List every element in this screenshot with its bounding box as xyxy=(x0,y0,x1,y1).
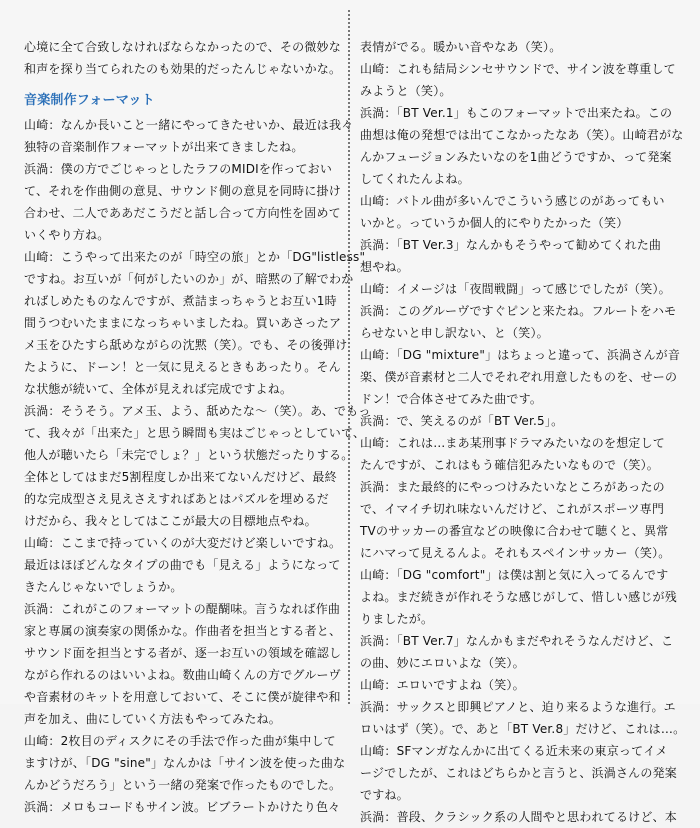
text-line: 全体としてはまだ5割程度しか出来てないんだけど、最終 xyxy=(24,470,337,484)
text-line: 独特の音楽制作フォーマットが出来てきましたね。 xyxy=(24,140,304,154)
text-line: してくれたんよね。 xyxy=(360,172,470,186)
text-line: 楽、僕が音素材と二人でそれぞれ用意したものを、せーの xyxy=(360,370,678,384)
text-line: 最近はほぼどんなタイプの曲でも「見える」ようになって xyxy=(24,558,341,572)
text-line: 家と専属の演奏家の関係かな。作曲者を担当とする者と、 xyxy=(24,624,342,638)
section-heading: 音楽制作フォーマット xyxy=(24,93,155,108)
text-line: らせないと申し訳ない、と（笑）。 xyxy=(360,326,549,340)
text-line: 山崎：なんか長いこと一緒にやってきたせいか、最近は我々 xyxy=(24,118,354,132)
text-line: 間うつむいたままになっちゃいましたね。買いあさったア xyxy=(24,316,342,330)
text-line: ロいはず（笑）。で、あと「BT Ver.8」だけど、これは…。 xyxy=(360,722,686,736)
text-line: 合わせ、二人でああだこうだと話し合って方向性を固めて xyxy=(24,206,341,220)
text-line: 表情がでる。暖かい音やなあ（笑）。 xyxy=(360,40,562,54)
text-line: の曲、妙にエロいよな（笑）。 xyxy=(360,656,525,670)
text-line: たんですが、これはもう確信犯みたいなもので（笑）。 xyxy=(360,458,660,472)
left-column xyxy=(24,36,371,818)
text-line: 浜渦：これがこのフォーマットの醍醐味。言うなれば作曲 xyxy=(24,602,341,616)
text-line: ればしめたものなんですが、煮詰まっちゃうとお互い1時 xyxy=(24,294,337,308)
text-line: 山崎：これは…まあ某刑事ドラマみたいなのを想定して xyxy=(360,436,666,450)
right-column xyxy=(360,36,686,828)
text-line: で、イマイチ切れ味ないんだけど、これがスポーツ専門 xyxy=(360,502,665,516)
text-line: よね。まだ続きが作れそうな感じがして、惜しい感じが残 xyxy=(360,590,677,604)
text-line: ージでしたが、これはどちらかと言うと、浜渦さんの発案 xyxy=(360,766,677,780)
text-line: 浜渦：「BT Ver.7」なんかもまだやれそうなんだけど、こ xyxy=(360,634,674,648)
text-line: 他人が聴いたら「未完でしょ？」という状態だったりする。 xyxy=(24,448,354,462)
text-line: 曲想は俺の発想では出てこなかったなあ（笑）。山崎君がな xyxy=(360,128,684,142)
text-line: 山崎：「DG "comfort"」は僕は割と気に入ってるんです xyxy=(360,568,669,582)
text-line: いかと。っていうか個人的にやりたかった（笑） xyxy=(360,216,629,230)
left-body-text xyxy=(24,114,371,818)
text-line: ますけが、「DG "sine"」なんかは「サイン波を使った曲な xyxy=(24,756,346,770)
text-line: 山崎：バトル曲が多いんでこういう感じのがあってもい xyxy=(360,194,665,208)
text-line: いくやり方ね。 xyxy=(24,228,110,242)
text-line: 浜渦：メロもコードもサイン波。ビブラートかけたり色々 xyxy=(24,800,341,814)
text-line: 浜渦：僕の方でごじゃっとしたラフのMIDIを作っておい xyxy=(24,162,333,176)
text-line: ですね。お互いが「何がしたいのか」が、暗黙の了解でわか xyxy=(24,272,354,286)
right-body-text xyxy=(360,36,686,828)
text-line: んかどうだろう」という一緒の発案で作ったものでした。 xyxy=(24,778,342,792)
text-line: 山崎：ここまで持っていくのが大変だけど楽しいですね。 xyxy=(24,536,342,550)
text-line: て、それを作曲側の意見、サウンド側の意見を同時に掛け xyxy=(24,184,341,198)
text-line: ながら作れるのはいいよね。数曲山崎くんの方でグルーヴ xyxy=(24,668,341,682)
text-line: 浜渦：このグルーヴですぐピンと来たね。フルートをハモ xyxy=(360,304,677,318)
text-line: 山崎：SFマンガなんかに出てくる近未来の東京ってイメ xyxy=(360,744,668,758)
text-line: 声を加え、曲にしていく方法もやってみたね。 xyxy=(24,712,281,726)
intro-paragraph xyxy=(24,36,340,80)
text-line: んかフュージョンみたいなのを1曲どうですか、って発案 xyxy=(360,150,672,164)
text-line: 想やね。 xyxy=(360,260,409,274)
text-line: りましたが。 xyxy=(360,612,434,626)
text-line: や音素材のキットを用意しておいて、そこに僕が旋律や和 xyxy=(24,690,341,704)
text-line: て、我々が「出来た」と思う瞬間も実はごじゃっとしていて、 xyxy=(24,426,366,440)
text-line: 浜渦：普段、クラシック系の人間やと思われてるけど、本 xyxy=(360,810,677,824)
text-line: たように、ドーン！と一気に見えるときもあったり。そん xyxy=(24,360,341,374)
text-line: TVのサッカーの番宣などの映像に合わせて聴くと、異常 xyxy=(360,524,669,538)
text-line: サウンド面を担当とする者が、逐一お互いの領域を確認し xyxy=(24,646,342,660)
text-line: 山崎：こうやって出来たのが「時空の旅」とか「DG"listless" xyxy=(24,250,366,264)
text-line: 浜渦：また最終的にやっつけみたいなところがあったの xyxy=(360,480,665,494)
text-line: な状態が続いて、全体が見えれば完成ですよね。 xyxy=(24,382,293,396)
text-line: きたんじゃないでしょうか。 xyxy=(24,580,183,594)
text-line: 心境に全て合致しなければならなかったので、その微妙な xyxy=(24,40,341,54)
text-line: 山崎：「DG "mixture"」はちょっと違って、浜渦さんが音 xyxy=(360,348,681,362)
text-line: メ玉をひたすら舐めながらの沈黙（笑）。でも、その後弾け xyxy=(24,338,348,352)
text-line: 山崎：これも結局シンセサウンドで、サイン波を尊重して xyxy=(360,62,676,76)
column-divider xyxy=(348,10,350,704)
text-line: 山崎：2枚目のディスクにその手法で作った曲が集中して xyxy=(24,734,336,748)
text-line: 浜渦：そうそう。アメ玉、よう、舐めたな～（笑）。あ、でもっ xyxy=(24,404,371,418)
text-line: 和声を探り当てられたのも効果的だったんじゃないかな。 xyxy=(24,62,342,76)
text-line: にハマって見えるんよ。それもスペインサッカー（笑）。 xyxy=(360,546,671,560)
text-line: 浜渦：サックスと即興ピアノと、迫り来るような進行。エ xyxy=(360,700,676,714)
text-line: ドン！で合体させてみた曲です。 xyxy=(360,392,543,406)
text-line: ですね。 xyxy=(360,788,409,802)
text-line: けだから、我々としてはここが最大の目標地点やね。 xyxy=(24,514,317,528)
text-line: 山崎：イメージは「夜間戦闘」って感じでしたが（笑）。 xyxy=(360,282,671,296)
text-line: みようと（笑）。 xyxy=(360,84,452,98)
text-line: 的な完成型さえ見えさえすればあとはパズルを埋めるだ xyxy=(24,492,330,506)
text-line: 山崎：エロいですよね（笑）。 xyxy=(360,678,525,692)
text-line: 浜渦：で、笑えるのが「BT Ver.5」。 xyxy=(360,414,564,428)
text-line: 浜渦：「BT Ver.1」もこのフォーマットで出来たね。この xyxy=(360,106,673,120)
text-line: 浜渦：「BT Ver.3」なんかもそうやって勧めてくれた曲 xyxy=(360,238,662,252)
